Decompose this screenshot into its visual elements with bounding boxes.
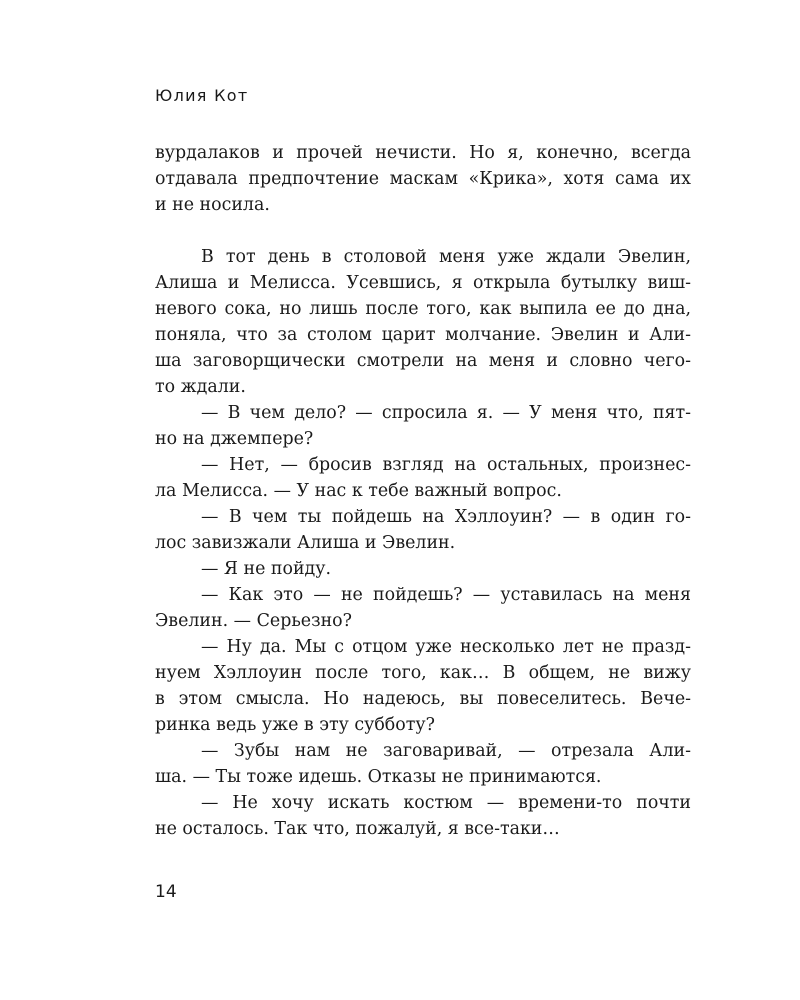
text-line: — В чем ты пойдешь на Хэллоуин? — в один го- (201, 507, 691, 527)
text-line: и не носила. (155, 195, 270, 215)
text-line: В тот день в столовой меня уже ждали Эвелин, (201, 247, 691, 267)
paragraph-gap (155, 218, 691, 244)
text-line: — Зубы нам не заговаривай, — отрезала Али- (201, 741, 691, 761)
text-line: — Нет, — бросив взгляд на остальных, произнес- (201, 455, 691, 475)
book-text (155, 140, 691, 842)
text-line: в этом смысла. Но надеюсь, вы повеселитесь. Вече- (155, 689, 691, 709)
text-line: отдавала предпочтение маскам «Крика», хотя сама их (155, 169, 691, 189)
text-line: ла Мелисса. — У нас к тебе важный вопрос. (155, 481, 562, 501)
running-header-author: Юлия Кот (155, 86, 249, 105)
text-line: ринка ведь уже в эту субботу? (155, 715, 435, 735)
text-line: ша. — Ты тоже идешь. Отказы не принимаются. (155, 767, 602, 787)
text-line: — Как это — не пойдешь? — уставилась на меня (201, 585, 691, 605)
text-line: вурдалаков и прочей нечисти. Но я, конечно, всегда (155, 143, 691, 163)
text-line: Эвелин. — Серьезно? (155, 611, 352, 631)
text-line: — Ну да. Мы с отцом уже несколько лет не празд- (201, 637, 691, 657)
text-line: — Я не пойду. (201, 559, 332, 579)
text-line: ша заговорщически смотрели на меня и словно чего- (155, 351, 691, 371)
text-line: лос завизжали Алиша и Эвелин. (155, 533, 456, 553)
text-line: — В чем дело? — спросила я. — У меня что, пят- (201, 403, 691, 423)
text-line: но на джемпере? (155, 429, 314, 449)
text-line: невого сока, но лишь после того, как выпила ее до дна, (155, 299, 691, 319)
text-line: нуем Хэллоуин после того, как… В общем, не вижу (155, 663, 691, 683)
text-line: Алиша и Мелисса. Усевшись, я открыла бутылку виш- (155, 273, 691, 293)
text-line: не осталось. Так что, пожалуй, я все-таки… (155, 819, 560, 839)
text-line: то ждали. (155, 377, 246, 397)
page-number: 14 (155, 882, 177, 902)
text-line: — Не хочу искать костюм — времени-то почти (201, 793, 691, 813)
text-line: поняла, что за столом царит молчание. Эвелин и Али- (155, 325, 691, 345)
